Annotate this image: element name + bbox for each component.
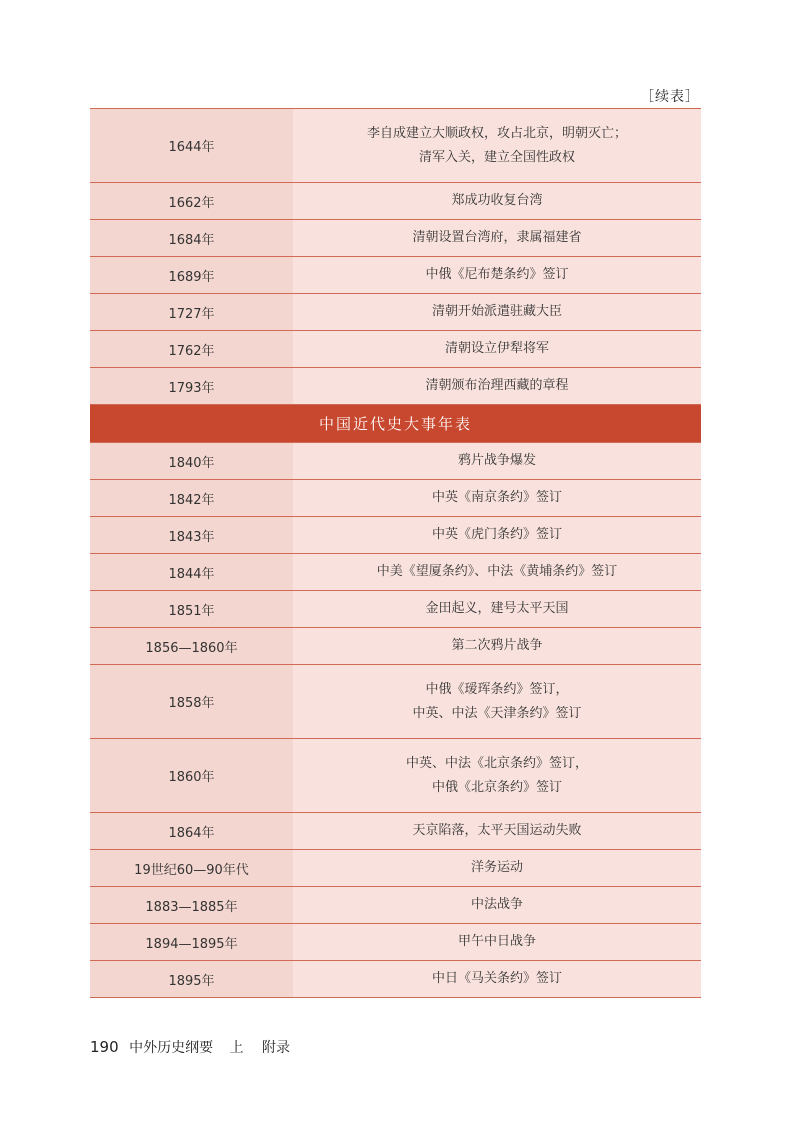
table-row xyxy=(90,480,701,517)
event-cell xyxy=(293,887,701,923)
table-row xyxy=(90,665,701,739)
year-cell: 1851年 xyxy=(90,591,293,627)
year-cell: 1662年 xyxy=(90,183,293,219)
page-number: 190 xyxy=(90,1038,119,1056)
event-cell xyxy=(293,850,701,886)
table-row xyxy=(90,887,701,924)
year-cell: 1684年 xyxy=(90,220,293,256)
event-line: 中法战争 xyxy=(470,897,523,912)
event-cell xyxy=(293,368,701,404)
event-line: 李自成建立大顺政权，攻占北京，明朝灭亡； xyxy=(366,125,627,141)
section-label: 附录 xyxy=(262,1040,290,1056)
section-title: 中国近代史大事年表 xyxy=(318,415,472,433)
event-line: 鸦片战争爆发 xyxy=(457,453,536,468)
table-row xyxy=(90,591,701,628)
event-cell xyxy=(293,591,701,627)
event-line: 第二次鸦片战争 xyxy=(451,638,543,653)
event-cell xyxy=(293,183,701,219)
event-cell xyxy=(293,924,701,960)
year-cell: 1894—1895年 xyxy=(90,924,293,960)
event-cell xyxy=(293,220,701,256)
year-cell: 1864年 xyxy=(90,813,293,849)
table-row xyxy=(90,813,701,850)
event-cell xyxy=(293,739,701,812)
event-line: 中俄《尼布楚条约》签订 xyxy=(425,267,569,282)
table-row xyxy=(90,961,701,998)
table-row xyxy=(90,183,701,220)
event-line: 天京陷落，太平天国运动失败 xyxy=(412,823,582,838)
year-cell: 1842年 xyxy=(90,480,293,516)
year-cell: 1843年 xyxy=(90,517,293,553)
event-line: 清朝开始派遣驻藏大臣 xyxy=(431,304,562,319)
table-row xyxy=(90,368,701,405)
event-cell xyxy=(293,294,701,330)
event-cell xyxy=(293,813,701,849)
table-row xyxy=(90,554,701,591)
event-line: 郑成功收复台湾 xyxy=(451,193,543,208)
section-header-row xyxy=(90,405,701,443)
event-line: 中俄《瑷珲条约》签订， xyxy=(425,681,569,697)
table-row xyxy=(90,739,701,813)
event-cell xyxy=(293,443,701,479)
book-title: 中外历史纲要 xyxy=(129,1040,214,1056)
event-line: 中英《南京条约》签订 xyxy=(431,490,562,505)
event-line: 清朝设置台湾府，隶属福建省 xyxy=(412,230,582,245)
table-row xyxy=(90,924,701,961)
event-cell xyxy=(293,331,701,367)
year-cell: 1856—1860年 xyxy=(90,628,293,664)
table-row xyxy=(90,294,701,331)
year-cell: 1860年 xyxy=(90,739,293,812)
event-line: 中美《望厦条约》、中法《黄埔条约》签订 xyxy=(376,564,618,579)
year-cell: 1727年 xyxy=(90,294,293,330)
year-cell: 1840年 xyxy=(90,443,293,479)
year-cell: 1895年 xyxy=(90,961,293,997)
event-line: 清朝设立伊犁将军 xyxy=(444,341,549,356)
event-line: 清朝颁布治理西藏的章程 xyxy=(425,378,569,393)
event-line: 中英、中法《天津条约》签订 xyxy=(412,705,582,721)
table-row xyxy=(90,257,701,294)
page-footer xyxy=(90,1037,290,1057)
volume-label: 上 xyxy=(229,1040,244,1056)
table-row xyxy=(90,628,701,665)
table-row xyxy=(90,331,701,368)
chronology-table xyxy=(90,108,701,998)
table-body-top xyxy=(90,109,701,405)
table-row xyxy=(90,517,701,554)
table-row xyxy=(90,443,701,480)
year-cell: 1644年 xyxy=(90,109,293,182)
event-line: 中俄《北京条约》签订 xyxy=(431,779,562,795)
year-cell: 1844年 xyxy=(90,554,293,590)
event-cell xyxy=(293,257,701,293)
event-line: 中英《虎门条约》签订 xyxy=(431,527,562,542)
year-cell: 1762年 xyxy=(90,331,293,367)
event-cell xyxy=(293,961,701,997)
year-cell: 1858年 xyxy=(90,665,293,738)
event-cell xyxy=(293,628,701,664)
event-line: 甲午中日战争 xyxy=(457,934,536,949)
year-cell: 1793年 xyxy=(90,368,293,404)
year-cell: 1689年 xyxy=(90,257,293,293)
event-cell xyxy=(293,554,701,590)
year-cell: 19世纪60—90年代 xyxy=(90,850,293,886)
table-row xyxy=(90,850,701,887)
event-cell xyxy=(293,109,701,182)
event-line: 金田起义，建号太平天国 xyxy=(425,601,569,616)
table-row xyxy=(90,220,701,257)
event-cell xyxy=(293,517,701,553)
year-cell: 1883—1885年 xyxy=(90,887,293,923)
continuation-label: ［续表］ xyxy=(640,89,700,105)
table-row xyxy=(90,109,701,183)
event-cell xyxy=(293,665,701,738)
event-line: 清军入关，建立全国性政权 xyxy=(418,149,575,165)
event-cell xyxy=(293,480,701,516)
event-line: 中英、中法《北京条约》签订， xyxy=(405,755,588,771)
table-body-bottom xyxy=(90,443,701,998)
event-line: 洋务运动 xyxy=(470,860,523,875)
event-line: 中日《马关条约》签订 xyxy=(431,971,562,986)
